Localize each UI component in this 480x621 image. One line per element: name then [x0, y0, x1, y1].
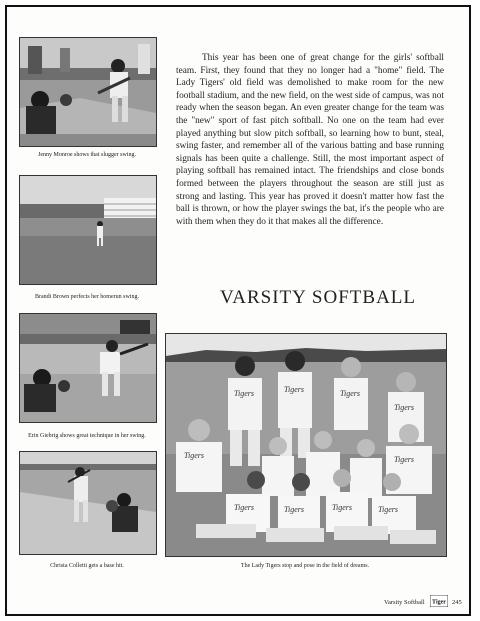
caption-photo3: Erin Giebrig shows great technique in her swing. [28, 433, 146, 439]
caption-photo2: Brandi Brown perfects her homerun swing. [35, 294, 139, 300]
jersey-text: Tigers [184, 451, 205, 460]
jersey-text: Tigers [394, 455, 415, 464]
jersey-text: Tigers [234, 503, 255, 512]
jersey-text: Tigers [340, 389, 361, 398]
logo-text: Tiger [432, 599, 446, 606]
jersey-text: Tigers [378, 505, 399, 514]
jersey-text: Tigers [284, 385, 305, 394]
article-paragraph: This year has been one of great change for the girls' softball team. First, they found that they no longer had a "home" field. The Lady Tigers' old field was demolished to make room for the new football stadium, and the new field, on the west side of campus, was not ready when the season began. An even greater change for the team was the "new" sport of fast pitch softball. No one on the team had ever played anything but slow pitch softball, so learning how to bunt, steal, swing faster, and remember all of the various batting and base running signals has been quite a challenge. Still, the most important aspect of playing softball has remained intact. The friendships and close bonds formed between the players throughout the season are still just as strong and lasting. This year has proved it doesn't matter how fast the ball is thrown, or how the player swings the bat, it's the people who are with them when they do it that makes all the difference. [176, 53, 445, 227]
caption-photo4: Christa Colletti gets a base hit. [50, 563, 124, 569]
yearbook-logo [430, 594, 448, 606]
caption-photo1: Jenny Monroe shows that slugger swing. [38, 152, 136, 158]
jersey-text: Tigers [284, 505, 305, 514]
jersey-text: Tigers [394, 403, 415, 412]
photo-batter-1 [19, 37, 157, 147]
caption-team: The Lady Tigers stop and pose in the field of dreams. [240, 563, 370, 569]
team-photo [165, 333, 447, 557]
jersey-text: Tigers [234, 389, 255, 398]
footer-section: Varsity Softball [384, 599, 425, 606]
article-body [176, 52, 444, 228]
photo-batter-3 [19, 313, 157, 423]
photo-batter-2 [19, 175, 157, 285]
page-number: 245 [452, 599, 462, 606]
photo-batter-4 [19, 451, 157, 555]
page-title: VARSITY SOFTBALL [220, 287, 416, 308]
jersey-text: Tigers [332, 503, 353, 512]
